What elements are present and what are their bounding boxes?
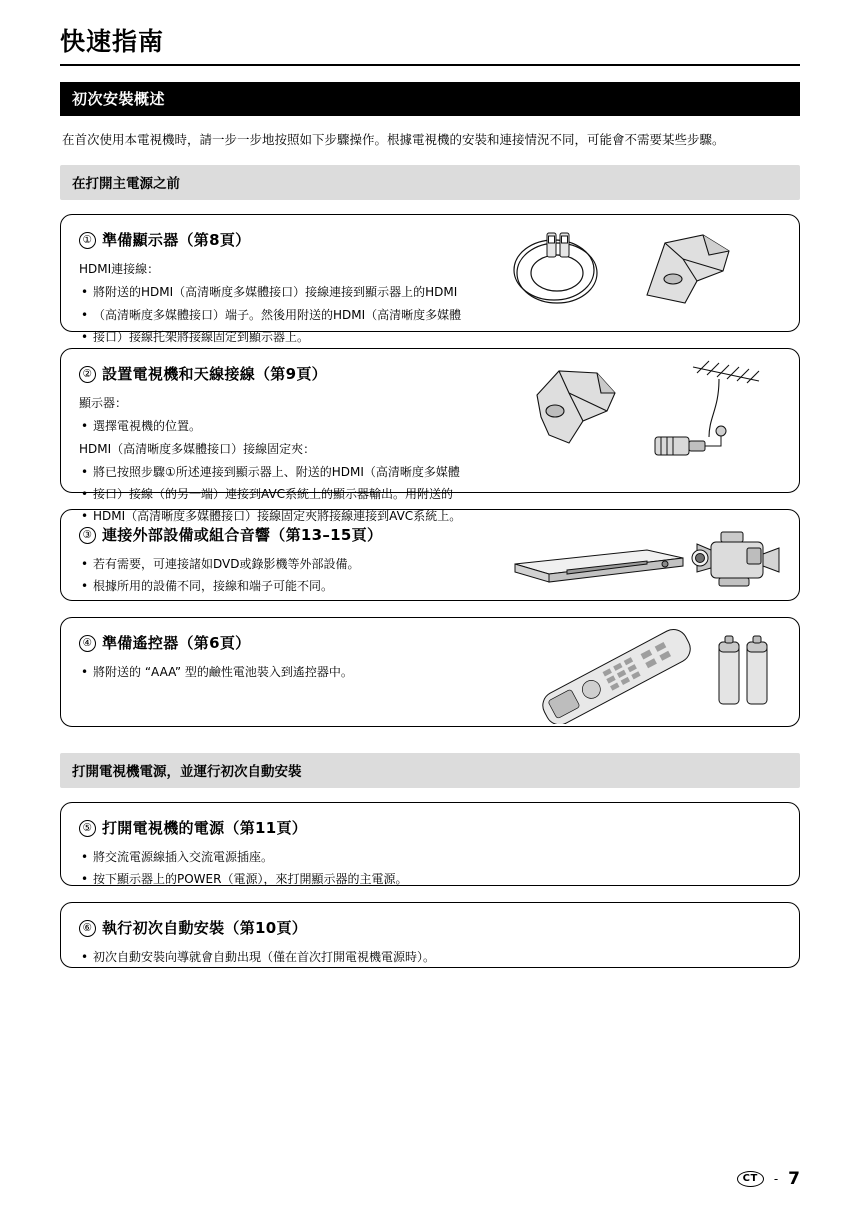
step-line: • 選擇電視機的位置。	[79, 415, 599, 437]
step-line: • 將已按照步驟①所述連接到顯示器上、附送的HDMI（高清晰度多媒體	[79, 461, 599, 483]
page-footer	[737, 1169, 800, 1189]
title-divider	[60, 64, 800, 66]
intro-paragraph: 在首次使用本電視機時，請一步一步地按照如下步驟操作。根據電視機的安裝和連接情況不同，可能會不需要某些步驟。	[62, 132, 725, 147]
step-heading-5	[79, 817, 781, 838]
section-header: 初次安裝概述	[60, 82, 800, 116]
illustration-hdmi-cable-and-bracket	[497, 225, 787, 321]
page-number: 7	[788, 1169, 800, 1189]
step-title-4: 準備遙控器（第6頁）	[102, 634, 251, 653]
step-box-1	[60, 214, 800, 344]
step-line: HDMI連接線：	[79, 262, 160, 277]
step-line: • （高清晰度多媒體接口）端子。然後用附送的HDMI（高清晰度多媒體	[79, 304, 599, 326]
step-line: • 若有需要，可連接諸如DVD或錄影機等外部設備。	[79, 553, 599, 575]
step-number-2: ②	[79, 366, 96, 383]
step-line: HDMI（高清晰度多媒體接口）接線固定夾：	[79, 441, 316, 456]
step-number-5: ⑤	[79, 820, 96, 837]
language-badge: CT	[737, 1171, 764, 1187]
step-number-3: ③	[79, 527, 96, 544]
subsection-header-2: 打開電視機電源，並運行初次自動安裝	[60, 753, 800, 788]
page-title: 快速指南	[60, 27, 165, 56]
step-number-6: ⑥	[79, 920, 96, 937]
step-line: • 按下顯示器上的POWER（電源），來打開顯示器的主電源。	[79, 868, 779, 890]
step-line: • 將附送的HDMI（高清晰度多媒體接口）接線連接到顯示器上的HDMI	[79, 281, 599, 303]
step-title-6: 執行初次自動安裝（第10頁）	[102, 919, 308, 938]
step-title-1: 準備顯示器（第8頁）	[102, 231, 251, 250]
step-number-1: ①	[79, 232, 96, 249]
step-box-5	[60, 802, 800, 886]
illustration-remote-and-batteries	[497, 628, 787, 716]
step-box-6	[60, 902, 800, 968]
step-line: • 將附送的 “AAA” 型的鹼性電池裝入到遙控器中。	[79, 661, 599, 683]
step-line: • HDMI（高清晰度多媒體接口）接線固定夾將接線連接到AVC系統上。	[79, 505, 599, 527]
step-line: • 接口）接線托架將接線固定到顯示器上。	[79, 326, 599, 348]
illustration-antenna-and-clip	[497, 359, 787, 482]
step-box-2	[60, 348, 800, 524]
step-body-5	[79, 846, 779, 890]
step-box-4	[60, 617, 800, 727]
step-number-4: ④	[79, 635, 96, 652]
step-line: 顯示器：	[79, 396, 128, 411]
step-title-3: 連接外部設備或組合音響（第13–15頁）	[102, 526, 383, 545]
illustration-dvd-player-and-camcorder	[497, 520, 787, 590]
step-body-6	[79, 946, 779, 968]
step-title-5: 打開電視機的電源（第11頁）	[102, 819, 308, 838]
step-line: • 接口）接線（的另一端）連接到AVC系統上的顯示器輸出。用附送的	[79, 483, 599, 505]
footer-dash: -	[773, 1172, 779, 1186]
step-line: • 根據所用的設備不同，接線和端子可能不同。	[79, 575, 599, 597]
subsection-header-1: 在打開主電源之前	[60, 165, 800, 200]
step-line: • 將交流電源線插入交流電源插座。	[79, 846, 779, 868]
step-title-2: 設置電視機和天線接線（第9頁）	[102, 365, 327, 384]
step-box-3	[60, 509, 800, 601]
step-heading-6	[79, 917, 781, 938]
step-line: • 初次自動安裝向導就會自動出現（僅在首次打開電視機電源時）。	[79, 946, 779, 968]
